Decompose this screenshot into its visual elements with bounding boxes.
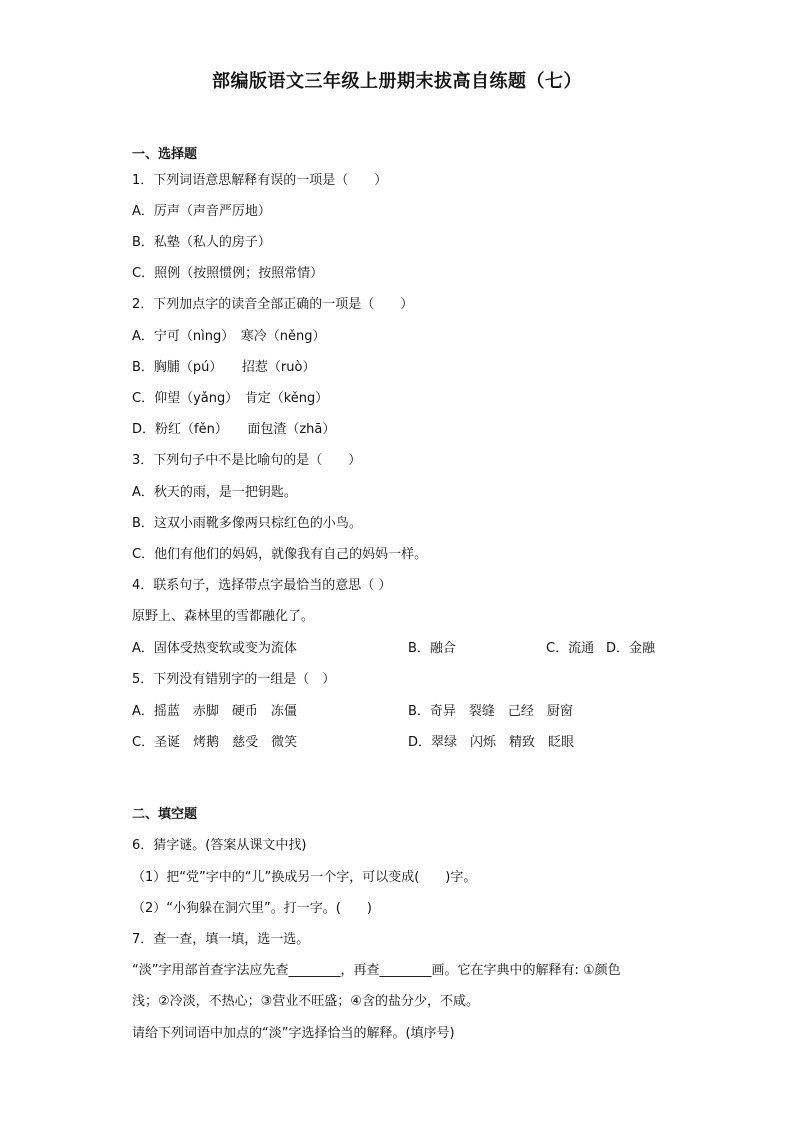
question-1-option-b: B．私塾（私人的房子） xyxy=(132,235,271,250)
question-5-stem: 5．下列没有错别字的一组是（ ） xyxy=(132,672,336,687)
section-heading-choice: 一、选择题 xyxy=(132,147,198,162)
question-4-sentence: 原野上、森林里的雪都融化了。 xyxy=(132,609,315,624)
question-1-stem: 1．下列词语意思解释有误的一项是（ ） xyxy=(132,173,388,188)
question-5-option-a: A．摇蓝 赤脚 硬币 冻僵 xyxy=(132,704,297,719)
question-7-stem: 7．查一查，填一填，选一选。 xyxy=(132,932,310,947)
question-5-option-d: D．翠绿 闪烁 精致 眨眼 xyxy=(408,735,575,750)
question-3-option-b: B．这双小雨靴多像两只棕红色的小鸟。 xyxy=(132,516,362,531)
question-2-option-d: D．粉红（fěn） 面包渣（zhā） xyxy=(132,422,336,437)
question-7-line-3: 请给下列词语中加点的“淡”字选择恰当的解释。(填序号) xyxy=(132,1026,455,1041)
question-1-option-a: A．厉声（声音严厉地） xyxy=(132,204,271,219)
question-5-option-c: C．圣诞 烤鹅 慈受 微笑 xyxy=(132,735,298,750)
question-5-option-b: B．奇异 裂缝 己经 厨窗 xyxy=(408,704,573,719)
page-title: 部编版语文三年级上册期末拔高自练题（七） xyxy=(212,71,582,92)
question-2-option-b: B．胸脯（pú） 招惹（ruò） xyxy=(132,360,316,375)
question-2-stem: 2．下列加点字的读音全部正确的一项是（ ） xyxy=(132,297,414,312)
question-4-option-b: B．融合 xyxy=(408,641,456,656)
question-6-part-2: （2）“小狗躲在洞穴里”。打一字。( ) xyxy=(132,901,372,916)
question-4-option-c: C．流通 xyxy=(546,641,595,656)
question-6-stem: 6．猜字谜。(答案从课文中找) xyxy=(132,838,307,853)
question-3-option-c: C．他们有他们的妈妈，就像我有自己的妈妈一样。 xyxy=(132,547,428,562)
question-2-option-a: A．宁可（nìng） 寒冷（něng） xyxy=(132,329,326,344)
question-7-line-1: “淡”字用部首查字法应先查________，再查________画。它在字典中的解释有: ①颜色 xyxy=(132,963,621,978)
question-4-option-a: A．固体受热变软或变为流体 xyxy=(132,641,297,656)
question-4-option-d: D．金融 xyxy=(606,641,656,656)
question-3-stem: 3．下列句子中不是比喻句的是（ ） xyxy=(132,453,362,468)
question-1-option-c: C．照例（按照惯例；按照常情） xyxy=(132,266,324,281)
section-heading-fill: 二、填空题 xyxy=(132,807,198,822)
question-3-option-a: A．秋天的雨，是一把钥匙。 xyxy=(132,485,297,500)
question-7-line-2: 浅；②冷淡，不热心；③营业不旺盛；④含的盐分少，不咸。 xyxy=(132,994,479,1009)
question-4-stem: 4．联系句子，选择带点字最恰当的意思（ ） xyxy=(132,578,392,593)
question-2-option-c: C．仰望（yǎng） 肯定（kěng） xyxy=(132,391,329,406)
question-6-part-1: （1）把“党”字中的“儿”换成另一个字，可以变成( )字。 xyxy=(132,870,477,885)
